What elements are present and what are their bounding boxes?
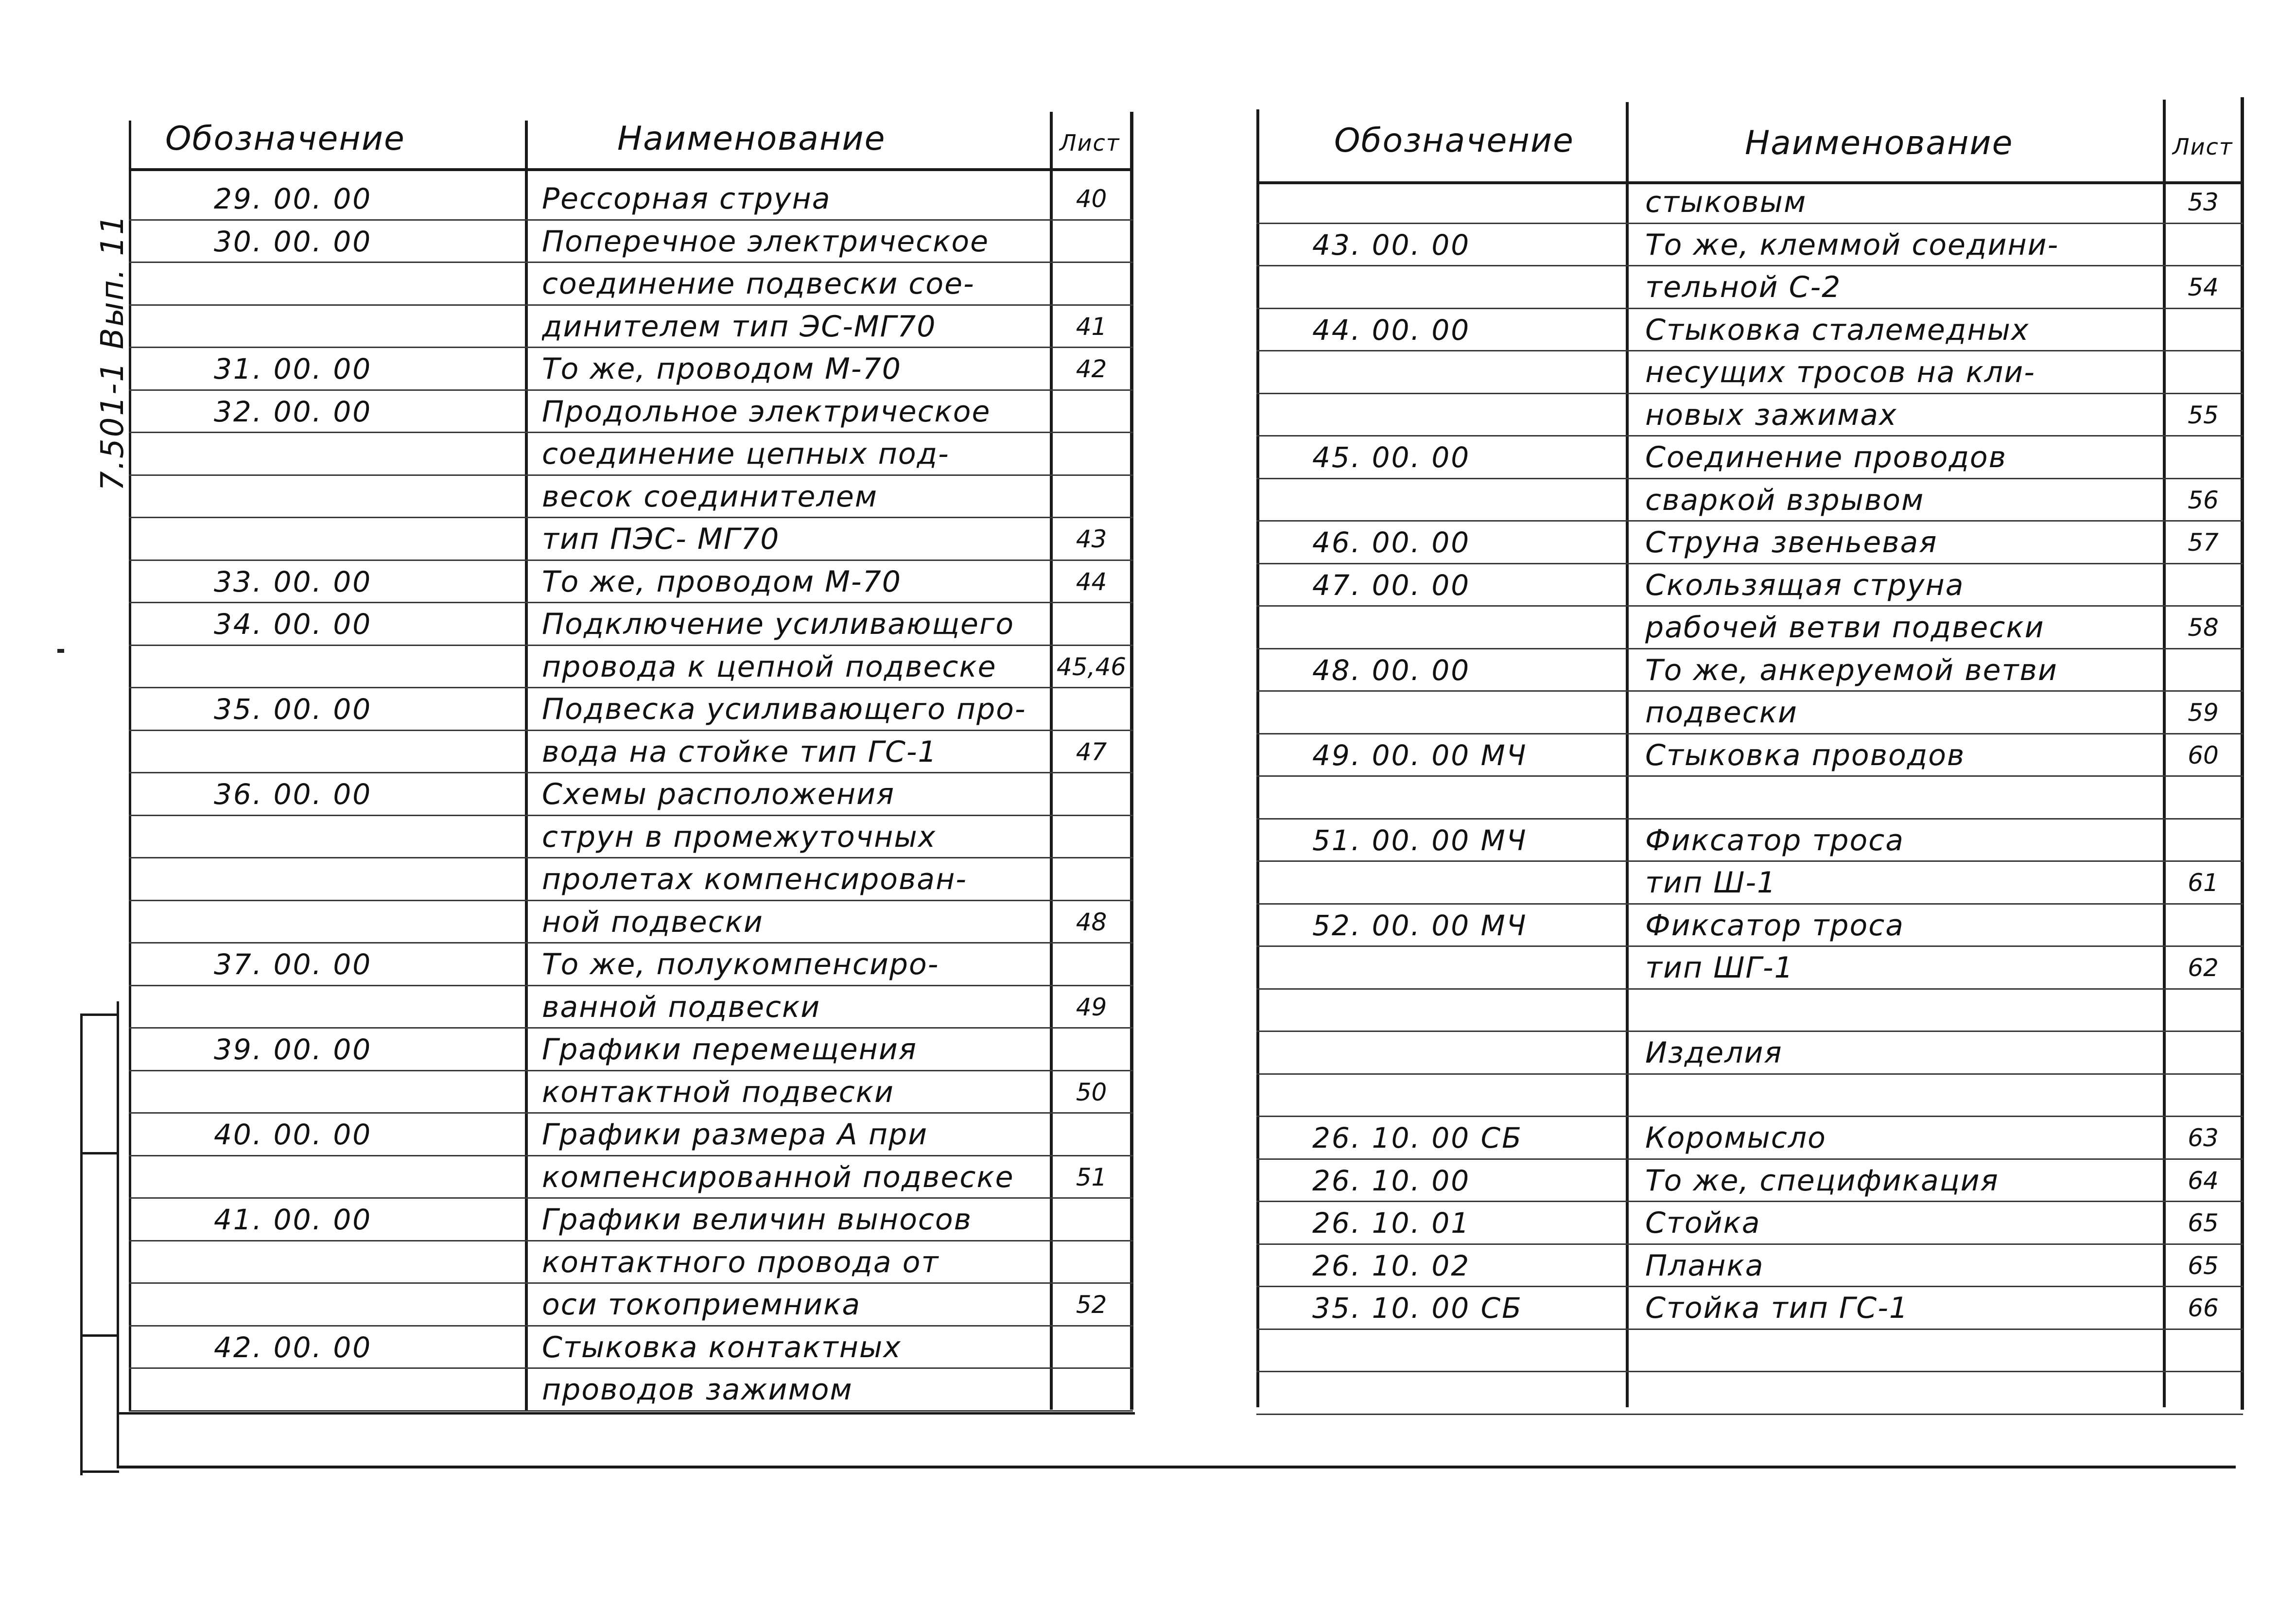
- table-row: [0, 394, 2296, 437]
- row-sheet: [2167, 564, 2240, 607]
- right-header-code: Обозначение: [1334, 122, 1574, 160]
- row-designation: 33. 00. 00: [214, 565, 372, 598]
- row-name: Стойка тип ГС-1: [1645, 1291, 1909, 1325]
- row-name: Подключение усиливающего: [542, 607, 1015, 641]
- left-header-code: Обозначение: [165, 120, 405, 158]
- row-name: провода к цепной подвеске: [542, 649, 997, 684]
- row-name: Фиксатор троса: [1645, 908, 1904, 943]
- row-sheet: 45,46: [1056, 652, 1127, 681]
- row-sheet: [2167, 1032, 2240, 1074]
- row-designation: 26. 10. 00: [1312, 1164, 1471, 1197]
- row-designation: 51. 00. 00 МЧ: [1312, 823, 1528, 857]
- row-sheet: 50: [1076, 1078, 1107, 1106]
- row-designation: 26. 10. 01: [1312, 1206, 1471, 1240]
- row-name: [1645, 1372, 2160, 1415]
- row-sheet: 63: [2188, 1124, 2219, 1152]
- row-name: Схемы расположения: [542, 777, 895, 811]
- row-name: струн в промежуточных: [542, 820, 937, 854]
- row-designation: 52. 00. 00 МЧ: [1312, 909, 1528, 942]
- row-designation: 45. 00. 00: [1312, 441, 1471, 474]
- row-designation: [1312, 266, 1623, 309]
- row-name: соединение подвески сое-: [542, 267, 975, 301]
- punch-mark: [57, 649, 64, 653]
- row-sheet: 47: [1076, 737, 1107, 766]
- row-sheet: 59: [2188, 699, 2219, 727]
- row-name: [1645, 777, 2160, 819]
- table-row: [0, 1287, 2296, 1329]
- row-name: [1645, 1330, 2160, 1372]
- binding-strip-tick-2: [80, 1152, 119, 1154]
- row-designation: 42. 00. 00: [214, 1330, 372, 1364]
- binding-strip-tick-1: [80, 1014, 119, 1016]
- table-row: [0, 905, 2296, 947]
- row-sheet: 57: [2188, 528, 2219, 557]
- row-name: То же, анкеруемой ветви: [1645, 653, 2058, 687]
- row-designation: [1312, 351, 1623, 394]
- row-sheet: 58: [2188, 613, 2219, 642]
- table-row: [0, 479, 2296, 522]
- row-designation: 29. 00. 00: [214, 182, 372, 215]
- row-designation: 35. 00. 00: [214, 693, 372, 726]
- row-name: Изделия: [1645, 1036, 1783, 1070]
- table-row: [0, 564, 2296, 607]
- table-row: [0, 1075, 2296, 1117]
- row-name: Коромысло: [1645, 1121, 1826, 1155]
- row-sheet: 65: [2188, 1251, 2219, 1280]
- right-header-sheet: Лист: [2173, 134, 2233, 160]
- row-designation: 48. 00. 00: [1312, 653, 1471, 687]
- row-designation: [1312, 1330, 1623, 1372]
- row-name: Стыковка сталемедных: [1645, 313, 2030, 347]
- row-sheet: 49: [1076, 993, 1107, 1021]
- row-name: [1645, 1075, 2160, 1117]
- row-sheet: 65: [2188, 1209, 2219, 1237]
- row-sheet: 54: [2188, 273, 2219, 301]
- row-name: Стыковка контактных: [542, 1330, 902, 1364]
- row-sheet: 52: [1076, 1291, 1107, 1319]
- row-name: ной подвески: [542, 905, 764, 939]
- row-sheet: 61: [2188, 869, 2219, 897]
- row-sheet: 66: [2188, 1294, 2219, 1322]
- row-sheet: 40: [1076, 185, 1107, 213]
- table-row: [0, 777, 2296, 819]
- row-sheet: [2167, 1330, 2240, 1372]
- left-header-name: Наименование: [617, 120, 886, 158]
- table-row: [0, 522, 2296, 564]
- row-name: То же, полукомпенсиро-: [542, 947, 939, 981]
- row-name: тип ПЭС- МГ70: [542, 522, 780, 556]
- row-name: пролетах компенсирован-: [542, 862, 967, 896]
- row-name: Графики величин выносов: [542, 1203, 972, 1237]
- table-row: [0, 862, 2296, 904]
- table-row: [0, 990, 2296, 1032]
- row-name: компенсированной подвеске: [542, 1160, 1014, 1194]
- row-name: контактной подвески: [542, 1075, 895, 1109]
- row-name: сваркой взрывом: [1645, 483, 1925, 517]
- row-designation: [1312, 607, 1623, 649]
- row-name: Графики размера А при: [542, 1118, 928, 1152]
- row-sheet: 44: [1076, 567, 1107, 596]
- row-name: динителем тип ЭС-МГ70: [542, 309, 937, 344]
- left-header-sheet: Лист: [1060, 130, 1120, 156]
- frame-bottom-rule: [117, 1466, 2236, 1468]
- row-name: Соединение проводов: [1645, 440, 2007, 474]
- row-designation: 41. 00. 00: [214, 1203, 372, 1236]
- row-name: То же, проводом М-70: [542, 352, 902, 386]
- row-sheet: 41: [1076, 312, 1107, 341]
- row-sheet: 64: [2188, 1166, 2219, 1195]
- row-name: [1645, 990, 2160, 1032]
- row-name: тип ШГ-1: [1645, 951, 1794, 985]
- row-name: вода на стойке тип ГС-1: [542, 734, 938, 769]
- right-header-name: Наименование: [1745, 124, 2014, 162]
- left-bottom-rule: [119, 1412, 1135, 1415]
- row-name: новых зажимах: [1645, 398, 1897, 432]
- row-sheet: [2167, 351, 2240, 394]
- row-designation: 36. 00. 00: [214, 778, 372, 811]
- table-row: [0, 181, 2296, 224]
- row-name: Стыковка проводов: [1645, 738, 1966, 772]
- row-sheet: [2167, 777, 2240, 819]
- row-name: рабочей ветви подвески: [1645, 611, 2045, 645]
- row-sheet: 42: [1076, 355, 1107, 383]
- row-name: тельной С-2: [1645, 270, 1842, 304]
- row-sheet: 51: [1076, 1163, 1107, 1191]
- row-designation: 34. 00. 00: [214, 608, 372, 641]
- row-sheet: 53: [2188, 188, 2219, 216]
- row-name: ванной подвески: [542, 990, 821, 1024]
- table-row: [0, 649, 2296, 692]
- row-name: тип Ш-1: [1645, 866, 1777, 900]
- row-designation: 43. 00. 00: [1312, 228, 1471, 262]
- row-sheet: [2167, 905, 2240, 947]
- table-row: [0, 1245, 2296, 1287]
- binding-strip-tick-4: [80, 1470, 119, 1473]
- table-row: [0, 351, 2296, 394]
- row-designation: [1312, 479, 1623, 522]
- row-name: Рессорная струна: [542, 182, 831, 216]
- table-row: [0, 947, 2296, 989]
- table-row: [0, 309, 2296, 351]
- row-designation: 40. 00. 00: [214, 1118, 372, 1151]
- row-name: Скользящая струна: [1645, 568, 1965, 602]
- row-name: То же, клеммой соедини-: [1645, 227, 2059, 262]
- binding-strip-tick-3: [80, 1334, 119, 1337]
- row-sheet: 56: [2188, 486, 2219, 514]
- row-designation: [1312, 862, 1623, 904]
- row-name: То же, проводом М-70: [542, 564, 902, 599]
- row-name: Планка: [1645, 1248, 1764, 1283]
- row-sheet: [2167, 437, 2240, 479]
- row-name: контактного провода от: [542, 1245, 939, 1279]
- table-row: [0, 1032, 2296, 1074]
- row-sheet: 55: [2188, 401, 2219, 429]
- row-designation: 46. 00. 00: [1312, 526, 1471, 559]
- row-sheet: [2167, 224, 2240, 266]
- row-name: Поперечное электрическое: [542, 224, 990, 259]
- table-row: [0, 1117, 2296, 1159]
- row-name: Графики перемещения: [542, 1032, 917, 1066]
- frame-left-rule: [117, 1001, 119, 1468]
- row-sheet: 60: [2188, 741, 2219, 769]
- row-designation: 47. 00. 00: [1312, 568, 1471, 602]
- table-row: [0, 1330, 2296, 1372]
- row-name: оси токоприемника: [542, 1288, 861, 1322]
- row-sheet: [2167, 309, 2240, 351]
- row-sheet: [2167, 1075, 2240, 1117]
- document-stamp: 7.501-1 Вып. 11: [95, 213, 131, 491]
- row-designation: 44. 00. 00: [1312, 313, 1471, 347]
- row-designation: [1312, 394, 1623, 437]
- row-designation: 26. 10. 00 СБ: [1312, 1121, 1523, 1154]
- row-name: проводов зажимом: [542, 1373, 853, 1407]
- row-name: несущих тросов на кли-: [1645, 355, 2035, 389]
- table-row: [0, 734, 2296, 777]
- table-row: [0, 692, 2296, 734]
- row-designation: 32. 00. 00: [214, 395, 372, 428]
- row-name: Подвеска усиливающего про-: [542, 692, 1026, 726]
- row-sheet: 43: [1076, 525, 1107, 553]
- table-row: [0, 607, 2296, 649]
- row-designation: [1312, 947, 1623, 989]
- row-name: Фиксатор троса: [1645, 823, 1904, 857]
- left-header-rule: [129, 168, 1133, 171]
- row-designation: [1312, 1032, 1623, 1074]
- row-designation: [1312, 181, 1623, 224]
- row-name: То же, спецификация: [1645, 1163, 1999, 1198]
- row-designation: [1312, 777, 1623, 819]
- row-sheet: [2167, 820, 2240, 862]
- row-designation: [1312, 1372, 1623, 1415]
- table-row: [0, 224, 2296, 266]
- row-designation: 31. 00. 00: [214, 352, 372, 385]
- row-sheet: [2167, 990, 2240, 1032]
- binding-strip-outer: [80, 1014, 83, 1475]
- row-name: Струна звеньевая: [1645, 525, 1938, 559]
- row-name: стыковым: [1645, 185, 1807, 219]
- row-designation: 26. 10. 02: [1312, 1249, 1471, 1282]
- row-name: весок соединителем: [542, 479, 878, 514]
- table-row: [0, 266, 2296, 309]
- row-name: Продольное электрическое: [542, 394, 991, 429]
- row-sheet: [2167, 649, 2240, 692]
- row-designation: 35. 10. 00 СБ: [1312, 1292, 1523, 1325]
- row-name: подвески: [1645, 696, 1798, 730]
- row-designation: [1312, 692, 1623, 734]
- row-sheet: [2167, 1372, 2240, 1415]
- row-designation: 49. 00. 00 МЧ: [1312, 738, 1528, 772]
- row-designation: 30. 00. 00: [214, 225, 372, 258]
- row-designation: 37. 00. 00: [214, 948, 372, 981]
- row-designation: [1312, 1075, 1623, 1117]
- row-name: Стойка: [1645, 1206, 1761, 1240]
- table-row: [0, 437, 2296, 479]
- row-sheet: 62: [2188, 954, 2219, 982]
- table-row: [0, 1160, 2296, 1202]
- table-row: [0, 820, 2296, 862]
- row-sheet: 48: [1076, 908, 1107, 936]
- table-row: [0, 1372, 2296, 1415]
- row-name: соединение цепных под-: [542, 437, 950, 471]
- row-designation: [1312, 990, 1623, 1032]
- row-designation: 39. 00. 00: [214, 1033, 372, 1066]
- table-row: [0, 1202, 2296, 1244]
